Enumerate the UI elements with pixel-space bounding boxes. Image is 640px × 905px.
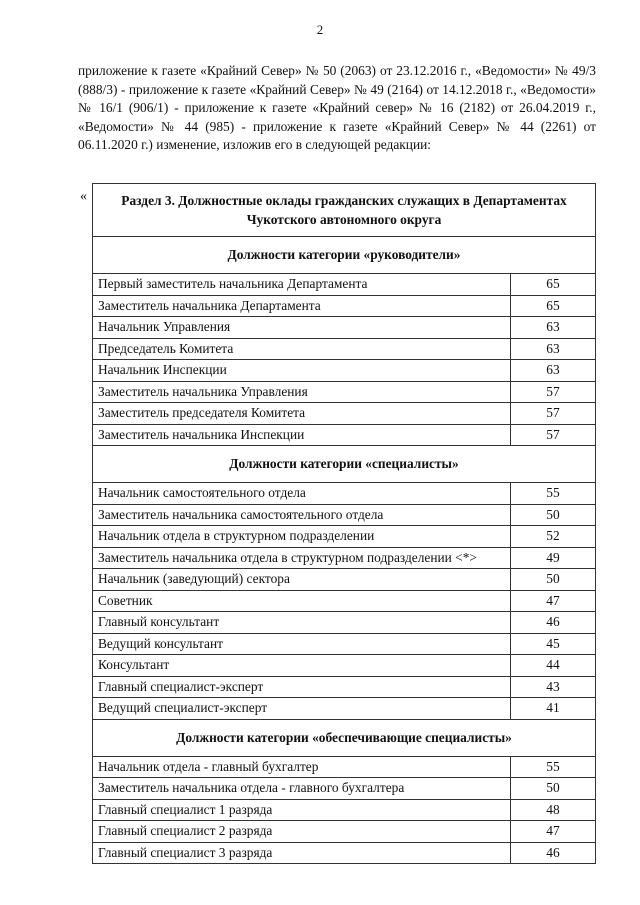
position-name: Начальник Управления <box>93 317 511 339</box>
table-row <box>93 526 596 548</box>
position-name: Консультант <box>93 655 511 677</box>
table-row <box>93 338 596 360</box>
table-row <box>93 633 596 655</box>
salary-value: 49 <box>511 547 596 569</box>
table-row <box>93 799 596 821</box>
salary-value: 43 <box>511 676 596 698</box>
position-name: Первый заместитель начальника Департамента <box>93 274 511 296</box>
salary-value: 46 <box>511 842 596 864</box>
table-row <box>93 778 596 800</box>
position-name: Начальник отдела в структурном подразделении <box>93 526 511 548</box>
table-row <box>93 698 596 720</box>
salary-value: 55 <box>511 483 596 505</box>
table-row <box>93 590 596 612</box>
intro-paragraph <box>78 62 596 155</box>
section-heading: Должности категории «обеспечивающие специалисты» <box>93 719 596 756</box>
intro-text: приложение к газете «Крайний Север» № 50 (2063) от 23.12.2016 г., «Ведомости» № 49/3 (888/3) - приложение к газете «Крайний Север» № 49 (2164) от 14.12.2018 г., «Ведомости» № 16/1 (906/1) - приложение к газете «Крайний север» № 16 (2182) от 26.04.2019 г., «Ведомости» № 44 (985) - приложение к газете «Крайний Север» № 44 (2261) от 06.11.2020 г.) изменение, изложив его в следующей редакции: <box>78 63 596 153</box>
salary-value: 41 <box>511 698 596 720</box>
section-header-row <box>93 237 596 274</box>
table-row <box>93 821 596 843</box>
position-name: Заместитель начальника отдела в структурном подразделении <*> <box>93 547 511 569</box>
salary-value: 63 <box>511 317 596 339</box>
salary-value: 57 <box>511 424 596 446</box>
position-name: Заместитель председателя Комитета <box>93 403 511 425</box>
section-header-row <box>93 719 596 756</box>
salary-value: 48 <box>511 799 596 821</box>
position-name: Заместитель начальника Управления <box>93 381 511 403</box>
position-name: Начальник Инспекции <box>93 360 511 382</box>
salary-value: 52 <box>511 526 596 548</box>
salary-value: 44 <box>511 655 596 677</box>
table-row <box>93 274 596 296</box>
position-name: Заместитель начальника отдела - главного бухгалтера <box>93 778 511 800</box>
section-header-row <box>93 446 596 483</box>
table-row <box>93 381 596 403</box>
position-name: Главный специалист 1 разряда <box>93 799 511 821</box>
position-name: Председатель Комитета <box>93 338 511 360</box>
table-row <box>93 569 596 591</box>
salary-value: 50 <box>511 569 596 591</box>
table-title-row <box>93 184 596 237</box>
salary-value: 65 <box>511 274 596 296</box>
salary-value: 46 <box>511 612 596 634</box>
position-name: Главный специалист 2 разряда <box>93 821 511 843</box>
position-name: Главный консультант <box>93 612 511 634</box>
salary-value: 57 <box>511 381 596 403</box>
table-row <box>93 403 596 425</box>
position-name: Главный специалист-эксперт <box>93 676 511 698</box>
salary-value: 63 <box>511 360 596 382</box>
position-name: Начальник самостоятельного отдела <box>93 483 511 505</box>
table-row <box>93 424 596 446</box>
salary-value: 57 <box>511 403 596 425</box>
salary-value: 65 <box>511 295 596 317</box>
table-title: Раздел 3. Должностные оклады гражданских служащих в Департаментах Чукотского автономного округа <box>93 184 596 237</box>
position-name: Начальник (заведующий) сектора <box>93 569 511 591</box>
salary-value: 50 <box>511 778 596 800</box>
table-row <box>93 483 596 505</box>
position-name: Начальник отдела - главный бухгалтер <box>93 756 511 778</box>
salary-table <box>92 183 596 864</box>
position-name: Ведущий консультант <box>93 633 511 655</box>
position-name: Советник <box>93 590 511 612</box>
salary-value: 63 <box>511 338 596 360</box>
section-heading: Должности категории «руководители» <box>93 237 596 274</box>
salary-value: 45 <box>511 633 596 655</box>
section-heading: Должности категории «специалисты» <box>93 446 596 483</box>
salary-value: 47 <box>511 590 596 612</box>
page-number: 2 <box>316 22 324 37</box>
salary-value: 50 <box>511 504 596 526</box>
position-name: Заместитель начальника Департамента <box>93 295 511 317</box>
position-name: Ведущий специалист-эксперт <box>93 698 511 720</box>
table-row <box>93 612 596 634</box>
salary-value: 47 <box>511 821 596 843</box>
position-name: Заместитель начальника Инспекции <box>93 424 511 446</box>
table-row <box>93 842 596 864</box>
position-name: Заместитель начальника самостоятельного отдела <box>93 504 511 526</box>
table-row <box>93 295 596 317</box>
table-row <box>93 547 596 569</box>
position-name: Главный специалист 3 разряда <box>93 842 511 864</box>
table-row <box>93 360 596 382</box>
opening-quote: « <box>80 189 87 204</box>
salary-value: 55 <box>511 756 596 778</box>
table-row <box>93 317 596 339</box>
table-row <box>93 676 596 698</box>
table-row <box>93 655 596 677</box>
table-row <box>93 756 596 778</box>
table-row <box>93 504 596 526</box>
